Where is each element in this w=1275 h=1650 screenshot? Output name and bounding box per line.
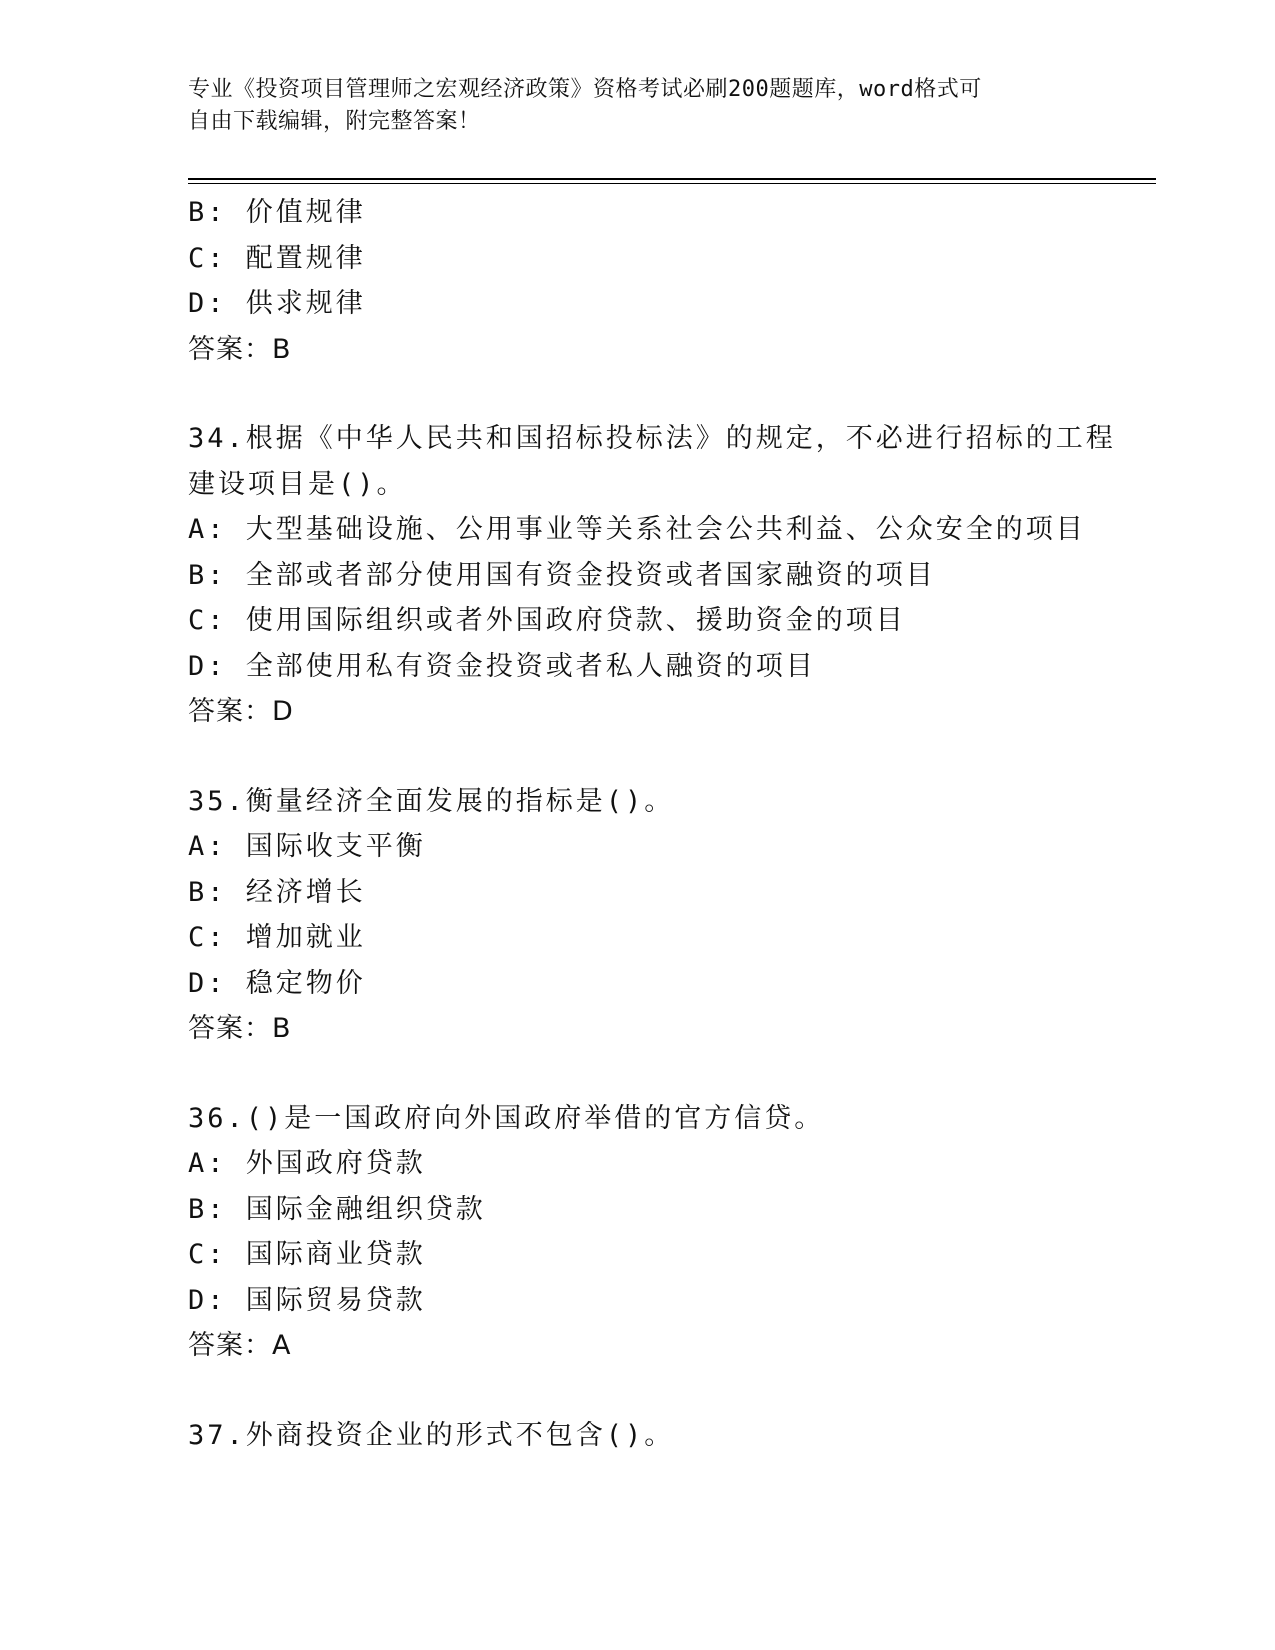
question-37 <box>188 1413 1148 1459</box>
option-b: B: 全部或者部分使用国有资金投资或者国家融资的项目 <box>188 559 936 591</box>
header-rule-thin <box>188 183 1156 184</box>
answer: 答案：B <box>188 333 292 365</box>
option-c: C: 增加就业 <box>188 922 366 953</box>
question-36 <box>188 1096 1148 1369</box>
spacer <box>188 1369 1148 1413</box>
option-b: B: 经济增长 <box>188 876 366 908</box>
question-34 <box>188 416 1148 735</box>
question-stem: 35.衡量经济全面发展的指标是()。 <box>188 785 675 817</box>
option-c: C: 使用国际组织或者外国政府贷款、援助资金的项目 <box>188 605 906 636</box>
option-d: D: 稳定物价 <box>188 967 366 999</box>
option-d: D: 全部使用私有资金投资或者私人融资的项目 <box>188 650 816 682</box>
header-rule-thick <box>188 178 1156 180</box>
header-line-2: 自由下载编辑，附完整答案！ <box>188 109 481 134</box>
option-d: D: 供求规律 <box>188 288 366 319</box>
answer: 答案：A <box>188 1330 292 1361</box>
question-stem-line-2: 建设项目是()。 <box>188 468 407 500</box>
question-33-tail <box>188 190 1148 372</box>
option-a: A: 大型基础设施、公用事业等关系社会公共利益、公众安全的项目 <box>188 514 1086 545</box>
option-b: B: 国际金融组织贷款 <box>188 1193 486 1225</box>
header-line-1: 专业《投资项目管理师之宏观经济政策》资格考试必刷200题题库，word格式可 <box>188 77 982 102</box>
option-c: C: 国际商业贷款 <box>188 1239 426 1270</box>
question-stem: 36.()是一国政府向外国政府举借的官方信贷。 <box>188 1102 825 1134</box>
answer: 答案：D <box>188 696 294 727</box>
option-a: A: 外国政府贷款 <box>188 1148 426 1179</box>
answer: 答案：B <box>188 1013 292 1044</box>
option-c: C: 配置规律 <box>188 242 366 274</box>
question-35 <box>188 779 1148 1052</box>
option-d: D: 国际贸易贷款 <box>188 1284 426 1316</box>
question-stem-line-1: 34.根据《中华人民共和国招标投标法》的规定，不必进行招标的工程 <box>188 423 1116 454</box>
spacer <box>188 735 1148 779</box>
spacer <box>188 372 1148 416</box>
spacer <box>188 1052 1148 1096</box>
document-header <box>188 74 1068 138</box>
question-list <box>188 190 1148 1458</box>
question-stem: 37.外商投资企业的形式不包含()。 <box>188 1419 675 1451</box>
option-a: A: 国际收支平衡 <box>188 831 426 862</box>
option-b: B: 价值规律 <box>188 197 366 228</box>
